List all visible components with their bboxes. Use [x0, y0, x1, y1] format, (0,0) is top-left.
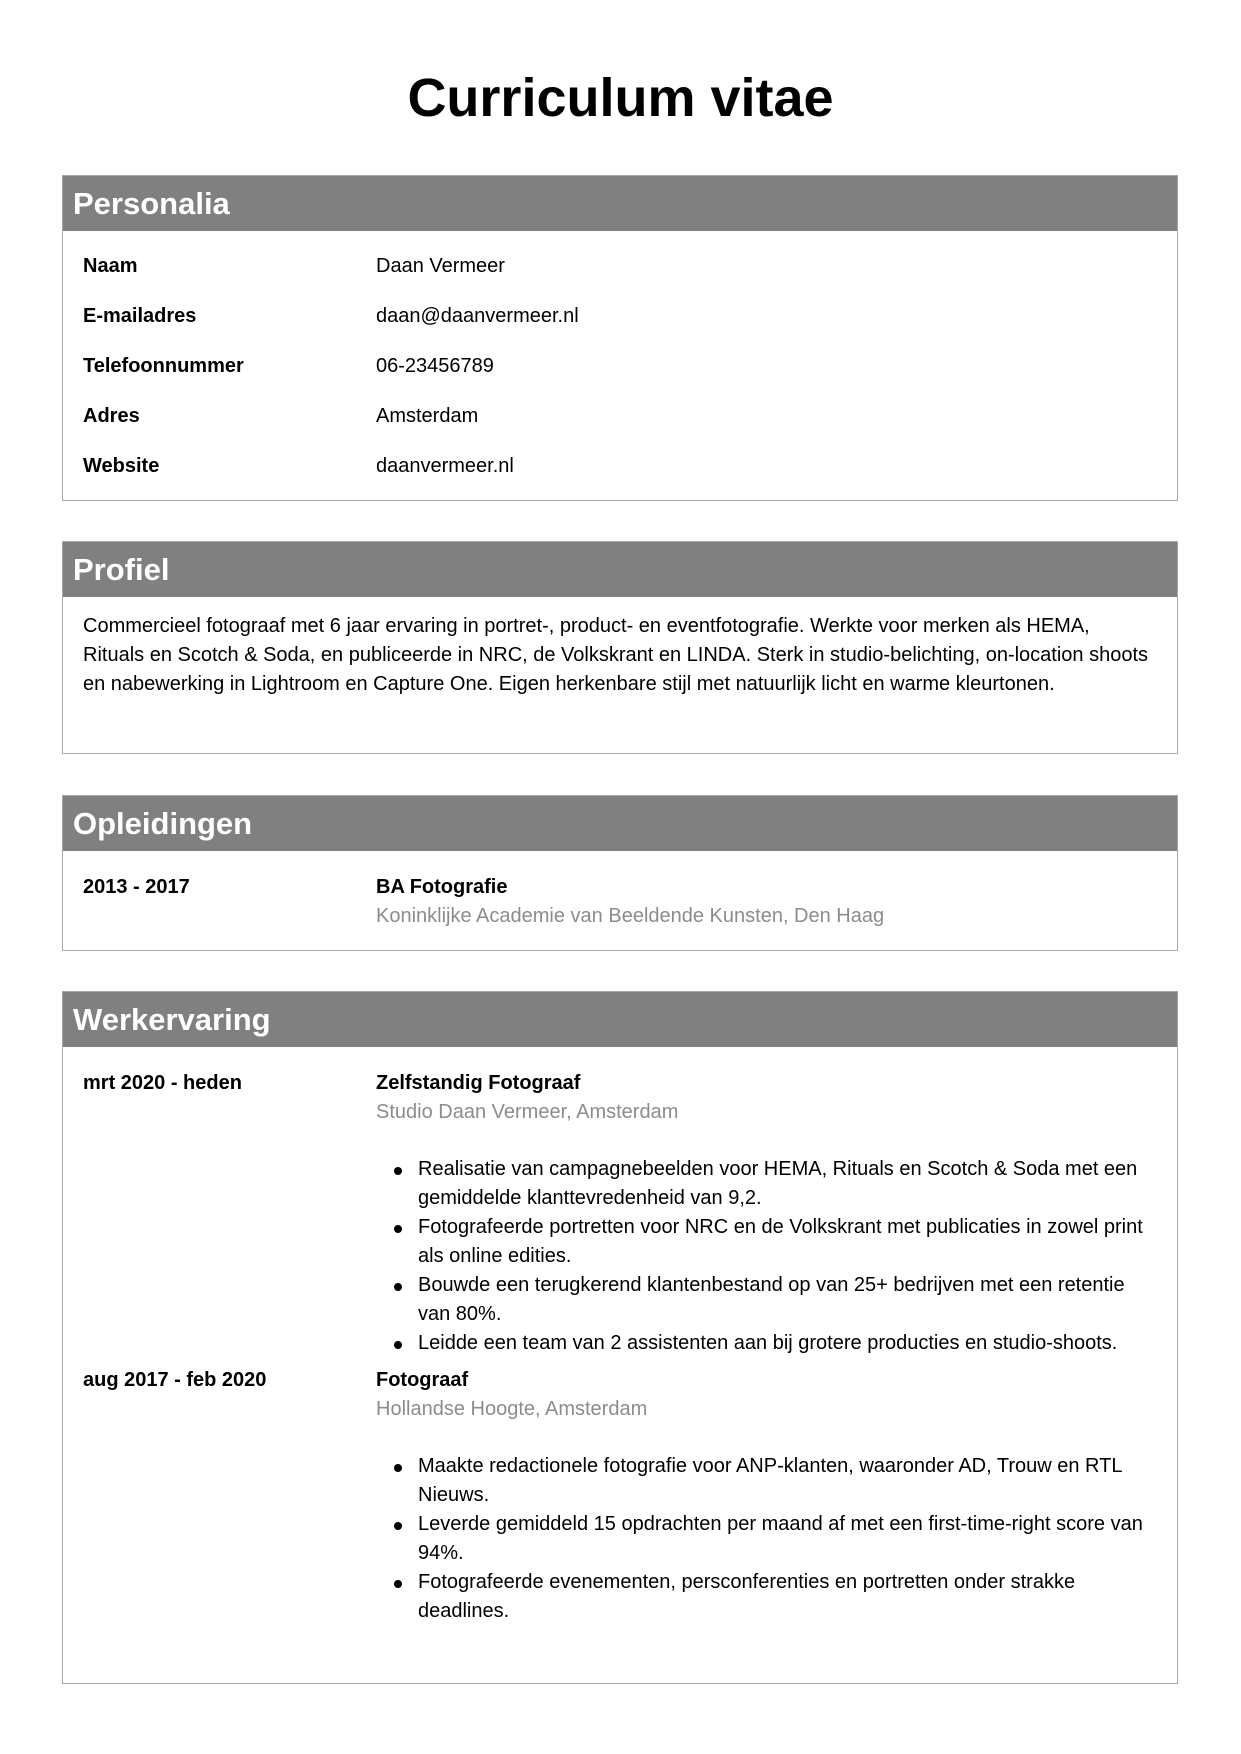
field-label: Telefoonnummer	[83, 355, 244, 377]
job-period: aug 2017 - feb 2020	[83, 1369, 267, 1391]
bullet-item	[376, 1329, 1157, 1358]
page-title: Curriculum vitae	[407, 68, 834, 128]
field-value: 06-23456789	[376, 355, 494, 377]
bullet-text: Realisatie van campagnebeelden voor HEMA, Rituals en Scotch & Soda met een gemiddelde klanttevredenheid van 9,2.	[418, 1158, 1138, 1209]
personalia-fields	[63, 231, 1177, 504]
education-entry	[63, 851, 1177, 931]
job-details	[376, 1069, 1177, 1358]
job-row	[63, 1366, 1177, 1626]
bullet-item	[376, 1452, 1157, 1510]
field-row-website	[63, 454, 1177, 504]
education-row	[63, 873, 1177, 931]
bullet-icon	[394, 1283, 402, 1291]
field-value: Amsterdam	[376, 405, 479, 427]
job-bullets	[376, 1155, 1177, 1358]
section-profiel	[62, 541, 1178, 754]
bullet-text: Bouwde een terugkerend klantenbestand op van 25+ bedrijven met een retentie van 80%.	[418, 1274, 1125, 1325]
bullet-icon	[394, 1225, 402, 1233]
section-personalia	[62, 175, 1178, 501]
field-row-telefoon	[63, 354, 1177, 404]
education-period: 2013 - 2017	[83, 876, 190, 898]
education-details	[376, 873, 1177, 931]
bullet-text: Fotografeerde evenementen, persconferenties en portretten onder strakke deadlines.	[418, 1571, 1076, 1622]
job-title: Zelfstandig Fotograaf	[376, 1072, 581, 1094]
bullet-icon	[394, 1464, 402, 1472]
bullet-item	[376, 1213, 1157, 1271]
field-value: Daan Vermeer	[376, 255, 505, 277]
field-label: Adres	[83, 405, 140, 427]
bullet-icon	[394, 1522, 402, 1530]
bullet-item	[376, 1271, 1157, 1329]
section-heading-profiel: Profiel	[63, 542, 1177, 597]
bullet-text: Leverde gemiddeld 15 opdrachten per maand af met een first-time-right score van 94%.	[418, 1513, 1143, 1564]
job-entry	[63, 1047, 1177, 1358]
section-heading-opleidingen: Opleidingen	[63, 796, 1177, 851]
field-row-naam	[63, 254, 1177, 304]
field-value: daanvermeer.nl	[376, 455, 514, 477]
section-heading-personalia: Personalia	[63, 176, 1177, 231]
bullet-item	[376, 1510, 1157, 1568]
section-heading-werkervaring: Werkervaring	[63, 992, 1177, 1047]
field-label: E-mailadres	[83, 305, 197, 327]
field-value: daan@daanvermeer.nl	[376, 305, 579, 327]
bullet-icon	[394, 1580, 402, 1588]
field-label: Website	[83, 455, 160, 477]
job-bullets	[376, 1452, 1177, 1626]
education-title: BA Fotografie	[376, 876, 508, 898]
education-institution: Koninklijke Academie van Beeldende Kunsten, Den Haag	[376, 905, 885, 927]
job-entry	[63, 1358, 1177, 1626]
field-row-adres	[63, 404, 1177, 454]
field-row-email	[63, 304, 1177, 354]
bullet-item	[376, 1155, 1157, 1213]
profile-text: Commercieel fotograaf met 6 jaar ervaring in portret-, product- en eventfotografie. Werkte voor merken als HEMA, Rituals en Scotch & Soda, en publiceerde in NRC, de Volkskrant en LINDA. Sterk in studio-belichting, on-location shoots en nabewerking in Lightroom en Capture One. Eigen herkenbare stijl met natuurlijk licht en warme kleurtonen.	[83, 615, 1149, 695]
job-title: Fotograaf	[376, 1369, 469, 1391]
section-opleidingen	[62, 795, 1178, 951]
field-label: Naam	[83, 255, 138, 277]
job-row	[63, 1069, 1177, 1358]
bullet-text: Leidde een team van 2 assistenten aan bij grotere producties en studio-shoots.	[418, 1332, 1118, 1354]
bullet-text: Fotografeerde portretten voor NRC en de Volkskrant met publicaties in zowel print als online edities.	[418, 1216, 1143, 1267]
job-company: Hollandse Hoogte, Amsterdam	[376, 1398, 648, 1420]
job-details	[376, 1366, 1177, 1626]
bullet-icon	[394, 1167, 402, 1175]
bullet-text: Maakte redactionele fotografie voor ANP-klanten, waaronder AD, Trouw en RTL Nieuws.	[418, 1455, 1122, 1506]
bullet-item	[376, 1568, 1157, 1626]
job-period: mrt 2020 - heden	[83, 1072, 242, 1094]
section-werkervaring	[62, 991, 1178, 1684]
bullet-icon	[394, 1341, 402, 1349]
job-company: Studio Daan Vermeer, Amsterdam	[376, 1101, 679, 1123]
